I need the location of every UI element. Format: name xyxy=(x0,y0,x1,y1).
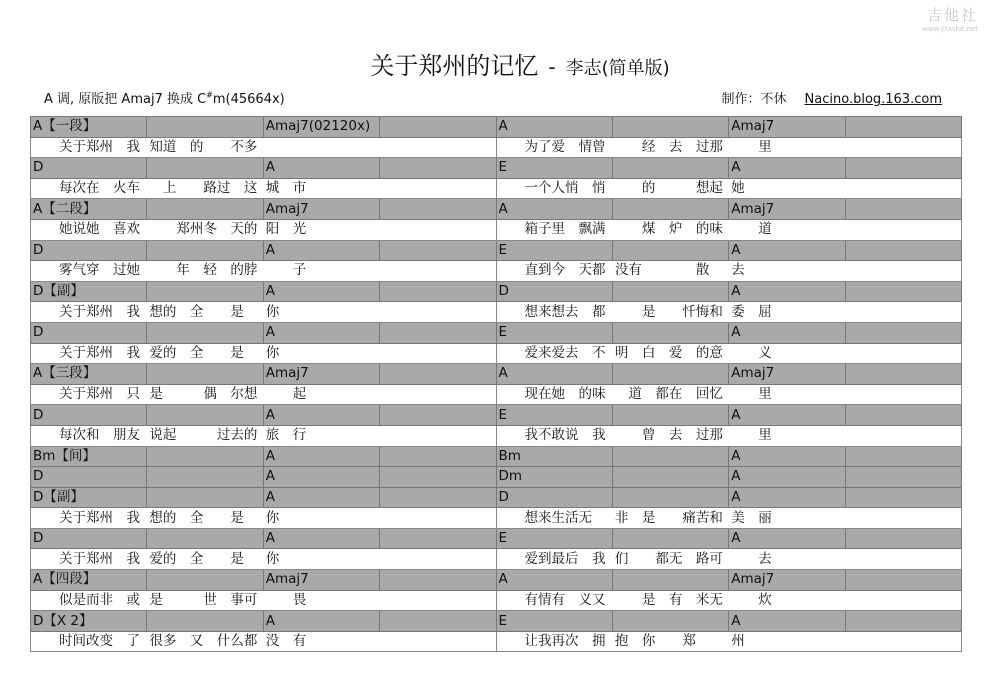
lyric-cell: 雾气穿 过她 xyxy=(31,261,147,282)
chord-cell xyxy=(380,364,496,385)
lyric-cell: 城 市 xyxy=(263,178,379,199)
chord-cell: A xyxy=(729,322,845,343)
lyric-cell: 关于郑州 我 xyxy=(31,549,147,570)
chord-cell xyxy=(845,117,961,138)
chord-cell: E xyxy=(496,240,612,261)
chord-cell xyxy=(612,570,728,591)
chord-cell xyxy=(612,322,728,343)
chord-cell xyxy=(612,611,728,632)
chord-row xyxy=(31,528,962,549)
lyric-cell: 畏 xyxy=(263,590,379,611)
lyric-cell: 道 xyxy=(729,219,845,240)
chord-cell: Amaj7 xyxy=(263,570,379,591)
chord-cell xyxy=(380,281,496,302)
chord-cell: A xyxy=(263,281,379,302)
chord-cell xyxy=(845,158,961,179)
lyric-row xyxy=(31,343,962,364)
lyric-cell: 经 去 过那 xyxy=(612,137,728,158)
lyric-cell: 箱子里 飘满 xyxy=(496,219,612,240)
chord-cell: A xyxy=(729,158,845,179)
chord-cell: A xyxy=(263,611,379,632)
chord-cell: A【三段】 xyxy=(31,364,147,385)
chord-cell xyxy=(147,487,263,508)
chord-cell xyxy=(380,240,496,261)
chord-cell xyxy=(147,322,263,343)
lyric-cell: 让我再次 拥 xyxy=(496,631,612,652)
chord-cell: E xyxy=(496,405,612,426)
chord-cell: A xyxy=(263,405,379,426)
lyric-cell: 想来生活无 xyxy=(496,508,612,529)
lyric-cell xyxy=(845,178,961,199)
chord-cell: Amaj7 xyxy=(729,364,845,385)
chord-cell: D xyxy=(496,487,612,508)
lyric-row xyxy=(31,137,962,158)
chord-row xyxy=(31,158,962,179)
chord-cell xyxy=(612,364,728,385)
chord-cell: A xyxy=(263,487,379,508)
chord-cell: A xyxy=(263,240,379,261)
lyric-cell: 没 有 xyxy=(263,631,379,652)
chord-cell: D xyxy=(31,158,147,179)
chord-row xyxy=(31,570,962,591)
artist-name: 李志(简单版) xyxy=(565,58,670,79)
song-title: 关于郑州的记忆 xyxy=(370,52,539,80)
chord-cell xyxy=(612,240,728,261)
lyric-cell: 很多 又 什么都 xyxy=(147,631,263,652)
lyric-cell: 里 xyxy=(729,137,845,158)
chord-cell xyxy=(612,467,728,488)
lyric-cell: 是 偶 尔想 xyxy=(147,384,263,405)
chord-cell xyxy=(845,199,961,220)
lyric-cell: 爱来爱去 不 xyxy=(496,343,612,364)
chord-cell: A xyxy=(729,446,845,467)
lyric-cell: 我不敢说 我 xyxy=(496,425,612,446)
chord-cell: Amaj7 xyxy=(729,199,845,220)
chord-cell xyxy=(380,117,496,138)
chord-cell: Bm xyxy=(496,446,612,467)
lyric-cell: 关于郑州 我 xyxy=(31,343,147,364)
chord-cell: Amaj7 xyxy=(263,199,379,220)
chord-cell: A xyxy=(729,240,845,261)
lyric-cell: 阳 光 xyxy=(263,219,379,240)
lyric-cell: 现在她 的味 xyxy=(496,384,612,405)
lyric-row xyxy=(31,508,962,529)
chord-cell: A xyxy=(263,446,379,467)
chord-cell xyxy=(380,611,496,632)
lyric-cell xyxy=(845,631,961,652)
chord-cell: E xyxy=(496,158,612,179)
lyric-cell: 炊 xyxy=(729,590,845,611)
lyric-cell: 想的 全 是 xyxy=(147,508,263,529)
key-note-suffix: m(45664x) xyxy=(212,92,285,107)
lyric-cell: 子 xyxy=(263,261,379,282)
chord-cell: E xyxy=(496,322,612,343)
lyric-cell: 关于郑州 我 xyxy=(31,302,147,323)
chord-cell: A xyxy=(729,405,845,426)
lyric-cell xyxy=(845,508,961,529)
chord-cell: D xyxy=(496,281,612,302)
lyric-cell: 关于郑州 我 xyxy=(31,508,147,529)
chord-cell xyxy=(380,446,496,467)
lyric-cell: 是 忏悔和 xyxy=(612,302,728,323)
lyric-cell: 一个人悄 悄 xyxy=(496,178,612,199)
chord-cell: A xyxy=(263,322,379,343)
chord-cell: Amaj7(02120x) xyxy=(263,117,379,138)
chord-cell: A xyxy=(729,487,845,508)
chord-row xyxy=(31,322,962,343)
lyric-cell: 爱的 全 是 xyxy=(147,343,263,364)
lyric-cell xyxy=(845,137,961,158)
chord-cell xyxy=(147,446,263,467)
chord-cell: A xyxy=(729,528,845,549)
lyric-cell: 知道 的 不多 xyxy=(147,137,263,158)
lyric-row xyxy=(31,178,962,199)
watermark-logo xyxy=(922,4,978,33)
lyric-cell: 义 xyxy=(729,343,845,364)
lyric-row xyxy=(31,631,962,652)
lyric-cell: 她说她 喜欢 xyxy=(31,219,147,240)
chord-cell: A xyxy=(496,364,612,385)
chord-cell xyxy=(380,158,496,179)
chord-cell xyxy=(380,528,496,549)
lyric-cell xyxy=(380,137,496,158)
chord-cell xyxy=(147,364,263,385)
chord-row xyxy=(31,364,962,385)
lyric-cell: 曾 去 过那 xyxy=(612,425,728,446)
chord-cell xyxy=(380,405,496,426)
lyric-cell xyxy=(380,384,496,405)
chord-cell: D【副】 xyxy=(31,281,147,302)
chord-cell xyxy=(845,240,961,261)
chord-cell: D【副】 xyxy=(31,487,147,508)
title-separator: - xyxy=(548,55,556,79)
lyric-row xyxy=(31,590,962,611)
lyric-cell: 去 xyxy=(729,261,845,282)
lyric-cell xyxy=(380,590,496,611)
chord-row xyxy=(31,487,962,508)
chord-cell xyxy=(612,487,728,508)
lyric-cell xyxy=(845,384,961,405)
lyric-row xyxy=(31,549,962,570)
lyric-row xyxy=(31,219,962,240)
lyric-cell xyxy=(380,549,496,570)
lyric-cell xyxy=(845,219,961,240)
lyric-cell: 起 xyxy=(263,384,379,405)
lyric-cell: 关于郑州 只 xyxy=(31,384,147,405)
chord-cell xyxy=(612,405,728,426)
chord-row xyxy=(31,467,962,488)
chord-cell xyxy=(845,446,961,467)
lyric-cell: 想的 全 是 xyxy=(147,302,263,323)
chord-cell: A xyxy=(263,528,379,549)
lyric-cell xyxy=(380,343,496,364)
lyric-cell: 们 都无 路可 xyxy=(612,549,728,570)
chord-cell xyxy=(612,199,728,220)
lyric-cell xyxy=(380,425,496,446)
lyric-cell: 非 是 痛苦和 xyxy=(612,508,728,529)
chord-cell: Amaj7 xyxy=(263,364,379,385)
lyric-cell: 你 xyxy=(263,302,379,323)
chord-cell xyxy=(147,467,263,488)
watermark-name: 吉他社 xyxy=(926,6,978,24)
chord-cell xyxy=(380,570,496,591)
chord-cell xyxy=(845,467,961,488)
lyric-cell: 为了爱 情曾 xyxy=(496,137,612,158)
chord-cell xyxy=(845,364,961,385)
chord-cell: A xyxy=(729,281,845,302)
chord-cell xyxy=(612,158,728,179)
chord-cell xyxy=(845,611,961,632)
chord-cell: A【一段】 xyxy=(31,117,147,138)
chord-cell xyxy=(845,322,961,343)
lyric-cell: 她 xyxy=(729,178,845,199)
chord-cell: A xyxy=(496,199,612,220)
chord-cell: D xyxy=(31,240,147,261)
lyric-cell: 煤 炉 的味 xyxy=(612,219,728,240)
lyric-row xyxy=(31,425,962,446)
lyric-cell: 直到今 天都 xyxy=(496,261,612,282)
chord-cell: E xyxy=(496,528,612,549)
credit xyxy=(722,88,942,107)
chord-cell xyxy=(147,240,263,261)
chord-cell: Dm xyxy=(496,467,612,488)
chord-cell xyxy=(845,528,961,549)
chord-cell: D xyxy=(31,322,147,343)
chord-cell xyxy=(147,281,263,302)
lyric-cell: 你 xyxy=(263,343,379,364)
lyric-cell xyxy=(845,261,961,282)
chord-cell: A xyxy=(496,117,612,138)
chord-sheet-table xyxy=(30,116,962,652)
key-note-prefix: A 调, 原版把 Amaj7 换成 C xyxy=(44,92,207,107)
lyric-cell: 上 路过 这 xyxy=(147,178,263,199)
chord-row xyxy=(31,240,962,261)
lyric-cell: 道 都在 回忆 xyxy=(612,384,728,405)
lyric-cell xyxy=(845,343,961,364)
key-note-sharp: # xyxy=(206,90,213,100)
lyric-cell: 你 xyxy=(263,508,379,529)
chord-row xyxy=(31,281,962,302)
lyric-cell xyxy=(263,137,379,158)
chord-cell xyxy=(612,117,728,138)
chord-row xyxy=(31,611,962,632)
chord-row xyxy=(31,199,962,220)
lyric-cell: 每次和 朋友 xyxy=(31,425,147,446)
chord-cell: D xyxy=(31,467,147,488)
chord-cell xyxy=(612,446,728,467)
chord-cell: A xyxy=(496,570,612,591)
watermark-url: www.jitashe.net xyxy=(922,25,978,33)
chord-cell xyxy=(147,405,263,426)
lyric-cell: 爱的 全 是 xyxy=(147,549,263,570)
chord-cell: A xyxy=(263,467,379,488)
lyric-cell xyxy=(380,261,496,282)
lyric-cell xyxy=(845,302,961,323)
lyric-cell: 委 屈 xyxy=(729,302,845,323)
lyric-cell xyxy=(380,219,496,240)
chord-cell: Amaj7 xyxy=(729,117,845,138)
chord-cell: D xyxy=(31,528,147,549)
lyric-cell xyxy=(380,508,496,529)
chord-cell xyxy=(845,281,961,302)
chord-cell: D【X 2】 xyxy=(31,611,147,632)
lyric-cell xyxy=(845,590,961,611)
lyric-cell xyxy=(380,631,496,652)
chord-cell: A【二段】 xyxy=(31,199,147,220)
chord-cell xyxy=(380,467,496,488)
lyric-cell: 有情有 义又 xyxy=(496,590,612,611)
lyric-cell xyxy=(845,549,961,570)
lyric-cell: 郑州冬 天的 xyxy=(147,219,263,240)
lyric-cell: 你 xyxy=(263,549,379,570)
lyric-cell: 里 xyxy=(729,425,845,446)
lyric-row xyxy=(31,302,962,323)
lyric-cell: 是 有 米无 xyxy=(612,590,728,611)
lyric-cell: 关于郑州 我 xyxy=(31,137,147,158)
lyric-cell: 的 想起 xyxy=(612,178,728,199)
chord-cell xyxy=(612,528,728,549)
lyric-cell: 明 白 爱 的意 xyxy=(612,343,728,364)
chord-cell: A xyxy=(263,158,379,179)
chord-row xyxy=(31,446,962,467)
lyric-cell: 想来想去 都 xyxy=(496,302,612,323)
lyric-cell: 是 世 事可 xyxy=(147,590,263,611)
lyric-cell xyxy=(845,425,961,446)
chord-cell: Bm【间】 xyxy=(31,446,147,467)
chord-cell xyxy=(845,570,961,591)
chord-cell: A xyxy=(729,467,845,488)
lyric-cell: 州 xyxy=(729,631,845,652)
lyric-row xyxy=(31,261,962,282)
chord-cell: D xyxy=(31,405,147,426)
lyric-cell: 旅 行 xyxy=(263,425,379,446)
credit-label: 制作：不休 xyxy=(721,92,787,107)
chord-cell xyxy=(845,405,961,426)
key-note xyxy=(44,88,285,107)
chord-cell xyxy=(147,528,263,549)
chord-cell xyxy=(147,570,263,591)
lyric-cell: 没有 散 xyxy=(612,261,728,282)
lyric-cell: 美 丽 xyxy=(729,508,845,529)
chord-cell: E xyxy=(496,611,612,632)
chord-cell xyxy=(612,281,728,302)
credit-link[interactable]: Nacino.blog.163.com xyxy=(804,92,942,107)
chord-cell xyxy=(147,158,263,179)
lyric-cell: 似是而非 或 xyxy=(31,590,147,611)
chord-row xyxy=(31,117,962,138)
lyric-cell xyxy=(380,178,496,199)
lyric-cell xyxy=(380,302,496,323)
chord-row xyxy=(31,405,962,426)
chord-cell xyxy=(147,199,263,220)
chord-cell xyxy=(380,487,496,508)
chord-cell: A xyxy=(729,611,845,632)
chord-cell: Amaj7 xyxy=(729,570,845,591)
lyric-cell: 说起 过去的 xyxy=(147,425,263,446)
chord-cell xyxy=(147,611,263,632)
chord-cell xyxy=(845,487,961,508)
lyric-cell: 抱 你 郑 xyxy=(612,631,728,652)
lyric-cell: 去 xyxy=(729,549,845,570)
chord-cell xyxy=(147,117,263,138)
lyric-cell: 年 轻 的脖 xyxy=(147,261,263,282)
chord-cell xyxy=(380,199,496,220)
lyric-row xyxy=(31,384,962,405)
lyric-cell: 每次在 火车 xyxy=(31,178,147,199)
chord-cell: A【四段】 xyxy=(31,570,147,591)
page-title xyxy=(0,46,990,81)
lyric-cell: 爱到最后 我 xyxy=(496,549,612,570)
lyric-cell: 里 xyxy=(729,384,845,405)
chord-cell xyxy=(380,322,496,343)
lyric-cell: 时间改变 了 xyxy=(31,631,147,652)
